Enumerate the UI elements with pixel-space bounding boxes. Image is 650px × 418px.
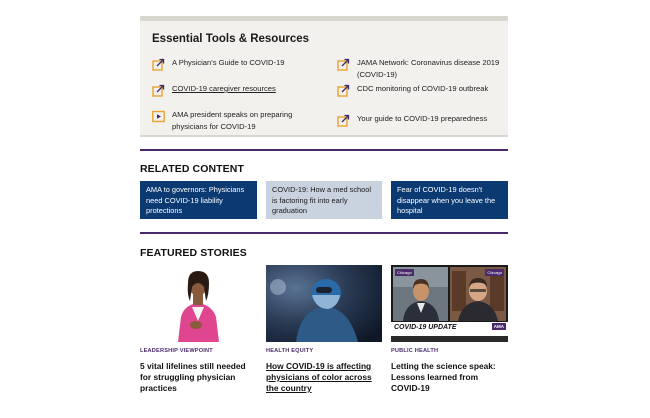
tool-label: CDC monitoring of COVID-19 outbreak xyxy=(357,84,489,93)
related-card-fear[interactable] xyxy=(391,181,508,219)
story-category: LEADERSHIP VIEWPOINT xyxy=(140,348,213,354)
tools-title: Essential Tools & Resources xyxy=(152,33,310,45)
tool-label: Your guide to COVID-19 preparedness xyxy=(357,114,488,123)
external-link-icon xyxy=(152,84,165,97)
surgeon-photo xyxy=(266,265,382,342)
video-lower-bar xyxy=(391,336,508,342)
tool-jama-network[interactable] xyxy=(337,57,502,81)
video-banner xyxy=(391,322,508,336)
woman-speaking-photo xyxy=(140,265,257,342)
story-title-physician-practices[interactable]: 5 vital lifelines still needed for struggling physician practices xyxy=(140,361,246,393)
story-title-physicians-of-color[interactable]: How COVID-19 is affecting physicians of color across the country xyxy=(266,361,372,393)
story-image-physicians-of-color[interactable] xyxy=(266,265,382,342)
related-card-label: AMA to governors: Physicians need COVID-19 liability protections xyxy=(146,185,245,215)
related-card-label: COVID-19: How a med school is factoring fit into early graduation xyxy=(272,185,371,215)
tool-label: A Physician's Guide to COVID-19 xyxy=(172,58,285,67)
tool-label: COVID-19 caregiver resources xyxy=(172,84,276,93)
tool-preparedness-guide[interactable] xyxy=(337,113,502,127)
video-tag: Chicago xyxy=(487,270,502,275)
tool-label: JAMA Network: Coronavirus disease 2019 (COVID-19) xyxy=(357,58,500,79)
section-divider xyxy=(140,232,508,234)
video-play-icon xyxy=(152,110,165,123)
tool-physicians-guide[interactable] xyxy=(152,57,317,71)
featured-stories-title: FEATURED STORIES xyxy=(140,247,247,259)
related-content-title: RELATED CONTENT xyxy=(140,163,244,175)
tool-label: AMA president speaks on preparing physicians for COVID-19 xyxy=(172,110,293,131)
tool-caregiver-resources[interactable] xyxy=(152,83,317,97)
tool-ama-president-video[interactable] xyxy=(152,109,302,133)
external-link-icon xyxy=(337,84,350,97)
video-panel-left xyxy=(393,267,448,321)
related-card-label: Fear of COVID-19 doesn't disappear when you leave the hospital xyxy=(397,185,496,215)
video-tag: Chicago xyxy=(397,270,412,275)
related-card-med-school[interactable] xyxy=(266,181,382,219)
external-link-icon xyxy=(337,58,350,71)
story-title-science-speak[interactable]: Letting the science speak: Lessons learned from COVID-19 xyxy=(391,361,496,393)
section-divider xyxy=(140,149,508,151)
external-link-icon xyxy=(152,58,165,71)
story-image-science-speak[interactable] xyxy=(391,265,508,342)
story-image-physician-practices[interactable] xyxy=(140,265,257,342)
story-category: HEALTH EQUITY xyxy=(266,348,314,354)
video-panel-right xyxy=(450,267,506,321)
external-link-icon xyxy=(337,114,350,127)
related-card-liability[interactable] xyxy=(140,181,257,219)
ama-logo: AMA xyxy=(493,324,504,329)
essential-tools-panel xyxy=(140,16,508,137)
story-category: PUBLIC HEALTH xyxy=(391,348,439,354)
tool-cdc-monitoring[interactable] xyxy=(337,83,502,97)
video-banner-text: COVID-19 UPDATE xyxy=(394,324,457,331)
